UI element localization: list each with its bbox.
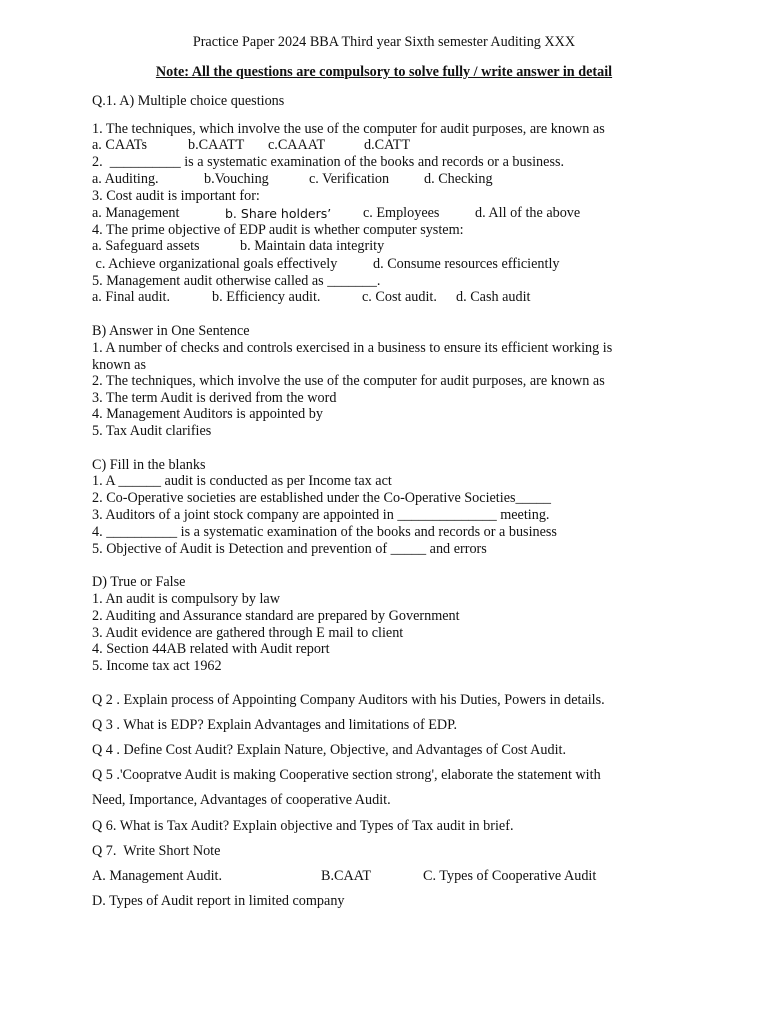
mcq-option: c. Verification (309, 171, 390, 187)
question-7: Q 7. Write Short Note (92, 843, 221, 859)
section-b-line: 4. Management Auditors is appointed by (92, 406, 323, 422)
instruction-note: Note: All the questions are compulsory to solve fully / write answer in detail (155, 64, 613, 80)
short-note-item: C. Types of Cooperative Audit (423, 868, 597, 884)
mcq-option: b. Share holders’ (225, 206, 332, 221)
mcq-option: b. Efficiency audit. (212, 289, 321, 305)
section-d-line: 5. Income tax act 1962 (92, 658, 222, 674)
mcq-option: d. Cash audit (456, 289, 531, 305)
section-d-line: 2. Auditing and Assurance standard are prepared by Government (92, 608, 460, 624)
section-c-line: 2. Co-Operative societies are established under the Co-Operative Societies_____ (92, 490, 551, 506)
mcq-question-4: 4. The prime objective of EDP audit is whether computer system: (92, 222, 464, 238)
mcq-option: d. Consume resources efficiently (373, 256, 560, 272)
section-d-line: 4. Section 44AB related with Audit report (92, 641, 330, 657)
section-c-heading: C) Fill in the blanks (92, 457, 206, 473)
mcq-option: c.CAAAT (268, 137, 326, 153)
mcq-option: d.CATT (364, 137, 411, 153)
section-b-line: known as (92, 357, 146, 373)
mcq-option: b.Vouching (204, 171, 269, 187)
section-c-line: 4. __________ is a systematic examination of the books and records or a business (92, 524, 557, 540)
section-d-line: 3. Audit evidence are gathered through E mail to client (92, 625, 404, 641)
mcq-option: a. Safeguard assets (92, 238, 200, 254)
section-b-line: 1. A number of checks and controls exercised in a business to ensure its efficient working is (92, 340, 613, 356)
paper-title: Practice Paper 2024 BBA Third year Sixth semester Auditing XXX (192, 34, 576, 50)
mcq-option: b. Maintain data integrity (240, 238, 385, 254)
mcq-question-2: 2. __________ is a systematic examination of the books and records or a business. (92, 154, 565, 170)
mcq-question-1: 1. The techniques, which involve the use of the computer for audit purposes, are known as (92, 121, 605, 137)
mcq-question-3: 3. Cost audit is important for: (92, 188, 260, 204)
section-c-line: 1. A ______ audit is conducted as per Income tax act (92, 473, 392, 489)
mcq-option: c. Cost audit. (362, 289, 437, 305)
mcq-option: a. CAATs (92, 137, 147, 153)
mcq-option: b.CAATT (188, 137, 245, 153)
question-6: Q 6. What is Tax Audit? Explain objective and Types of Tax audit in brief. (92, 818, 514, 834)
question-5-continued: Need, Importance, Advantages of cooperative Audit. (92, 792, 391, 808)
mcq-option: d. All of the above (475, 205, 581, 221)
mcq-option: d. Checking (424, 171, 493, 187)
mcq-option: c. Achieve organizational goals effectively (92, 256, 338, 272)
section-d-line: 1. An audit is compulsory by law (92, 591, 280, 607)
mcq-option: a. Auditing. (92, 171, 159, 187)
section-c-line: 3. Auditors of a joint stock company are appointed in ______________ meeting. (92, 507, 550, 523)
section-d-heading: D) True or False (92, 574, 186, 590)
question-4: Q 4 . Define Cost Audit? Explain Nature, Objective, and Advantages of Cost Audit. (92, 742, 567, 758)
section-b-line: 3. The term Audit is derived from the word (92, 390, 337, 406)
short-note-item: D. Types of Audit report in limited company (92, 893, 345, 909)
section-b-line: 5. Tax Audit clarifies (92, 423, 212, 439)
q1-heading: Q.1. A) Multiple choice questions (92, 93, 285, 109)
short-note-item: B.CAAT (321, 868, 372, 884)
mcq-question-5: 5. Management audit otherwise called as _______. (92, 273, 381, 289)
short-note-item: A. Management Audit. (92, 868, 223, 884)
mcq-option: a. Final audit. (92, 289, 171, 305)
question-2: Q 2 . Explain process of Appointing Company Auditors with his Duties, Powers in details. (92, 692, 605, 708)
mcq-option: a. Management (92, 205, 180, 221)
question-3: Q 3 . What is EDP? Explain Advantages and limitations of EDP. (92, 717, 458, 733)
section-c-line: 5. Objective of Audit is Detection and prevention of _____ and errors (92, 541, 487, 557)
question-5: Q 5 .'Coopratve Audit is making Cooperative section strong', elaborate the statement with (92, 767, 601, 783)
section-b-heading: B) Answer in One Sentence (92, 323, 250, 339)
mcq-option: c. Employees (363, 205, 440, 221)
section-b-line: 2. The techniques, which involve the use of the computer for audit purposes, are known as (92, 373, 605, 389)
